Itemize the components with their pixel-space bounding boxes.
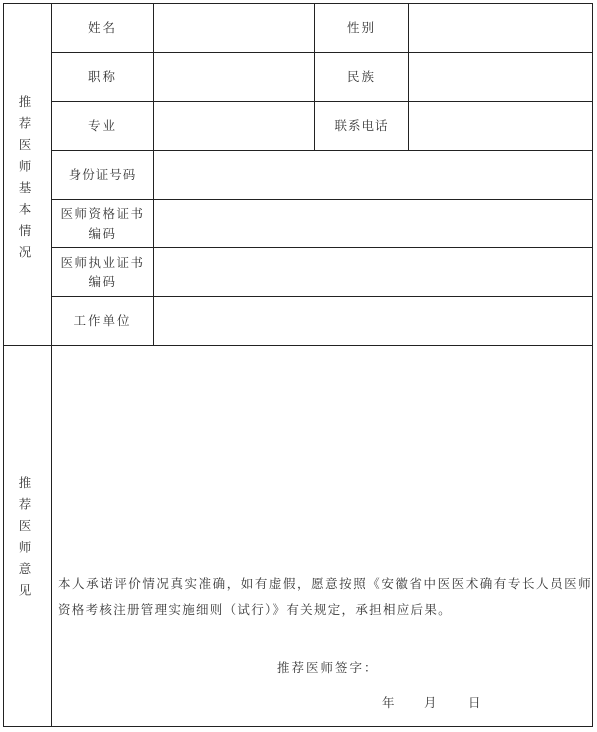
workplace-field[interactable] [154,297,592,345]
date-year: 年 [382,695,395,710]
phone-field[interactable] [409,102,592,150]
border-bottom [3,726,593,727]
ethnicity-label: 民族 [346,69,376,85]
title-field[interactable] [154,53,314,101]
title-label: 职称 [87,69,117,85]
practice-cert-field[interactable] [154,248,592,296]
border-right [592,3,593,727]
ethnicity-field[interactable] [409,53,592,101]
qualification-cert-label-line1: 医师资格证书 [60,206,145,222]
gender-label: 性别 [346,20,376,36]
practice-cert-label-line2: 编码 [88,274,117,289]
practice-cert-label [52,248,153,296]
major-label: 专业 [87,118,117,134]
workplace-label: 工作单位 [73,313,132,329]
qualification-cert-label-line2: 编码 [88,225,117,241]
section-basic-info-title: 推荐医师基本情况 [17,95,32,267]
date-month: 月 [424,695,437,710]
pledge-text: 本人承诺评价情况真实准确，如有虚假，愿意按照《安徽省中医医术确有专长人员医师资格考核注册管理实施细则（试行）》有关规定，承担相应后果。 [58,576,592,617]
qualification-cert-field[interactable] [154,200,592,247]
qualification-cert-label [52,200,153,247]
date-day: 日 [468,695,481,710]
phone-label: 联系电话 [334,118,389,134]
name-field[interactable] [154,4,314,52]
major-field[interactable] [154,102,314,150]
gender-field[interactable] [409,4,592,52]
opinion-field[interactable] [52,346,592,566]
id-number-field[interactable] [154,151,592,199]
name-label: 姓名 [87,20,117,36]
section-opinion-title: 推荐医师意见 [17,475,32,605]
practice-cert-label-line1: 医师执业证书 [60,254,145,270]
border-left [3,3,4,727]
recommendation-form [3,3,593,727]
signature-label: 推荐医师签字： [277,660,379,675]
id-number-label: 身份证号码 [68,167,137,183]
